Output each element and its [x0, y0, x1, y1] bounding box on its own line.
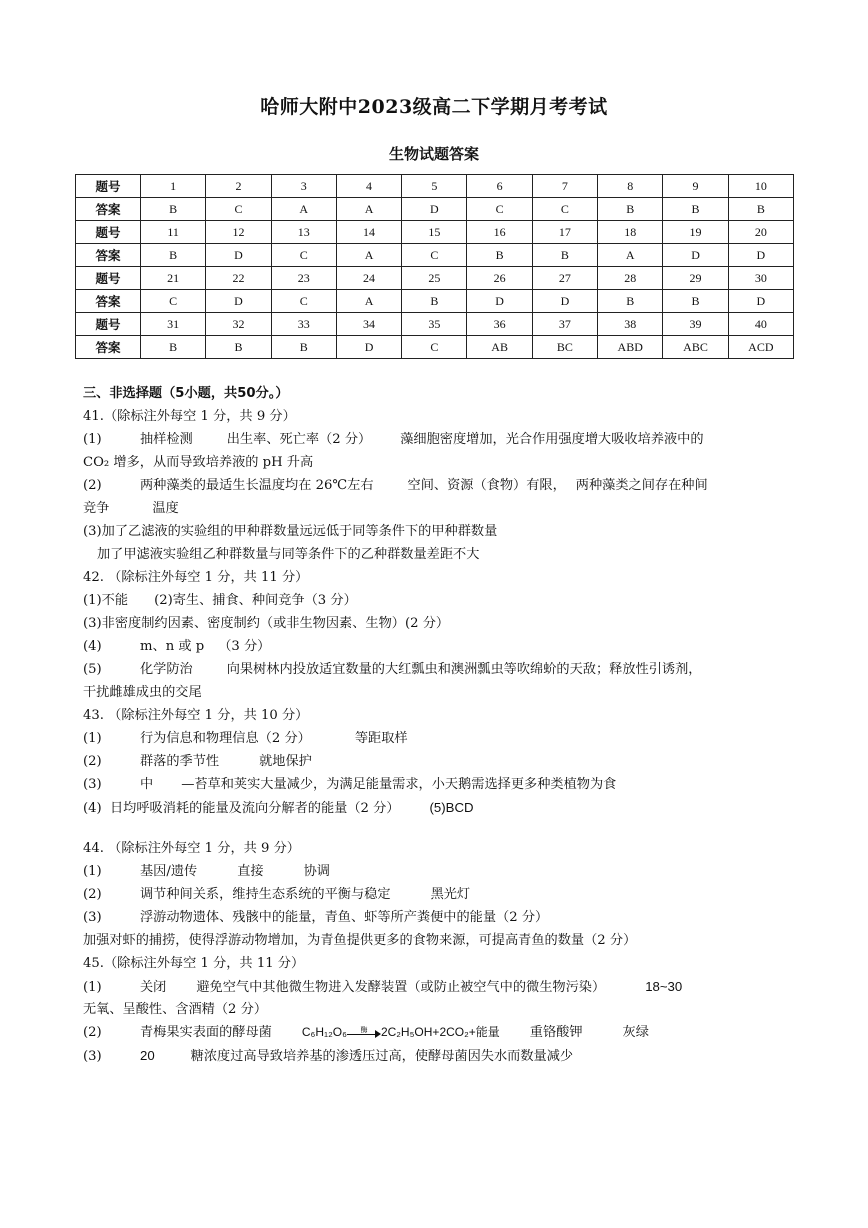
question-number-cell: 26: [467, 267, 532, 290]
answer-cell: A: [336, 198, 401, 221]
question-number-row: [76, 267, 794, 290]
question-number-cell: 20: [728, 221, 793, 244]
q44-header: 44. （除标注外每空 1 分，共 9 分）: [83, 841, 300, 856]
answer-cell: B: [532, 244, 597, 267]
question-number-row: [76, 221, 794, 244]
question-number-cell: 40: [728, 313, 793, 336]
page-subtitle: 生物试题答案: [388, 145, 479, 163]
answer-cell: B: [728, 198, 793, 221]
answer-cell: D: [206, 244, 271, 267]
answer-cell: ACD: [728, 336, 793, 359]
question-number-cell: 31: [141, 313, 206, 336]
q44-part1: (1) 基因/遗传 直接 协调: [83, 864, 330, 879]
question-number-cell: 12: [206, 221, 271, 244]
question-number-cell: 17: [532, 221, 597, 244]
answer-row: [76, 244, 794, 267]
answer-cell: C: [402, 244, 467, 267]
answer-cell: B: [271, 336, 336, 359]
q42-part3: (3)非密度制约因素、密度制约（或非生物因素、生物）(2 分）: [83, 616, 450, 631]
question-number-cell: 7: [532, 175, 597, 198]
q44-part2: (2) 调节种间关系，维持生态系统的平衡与稳定 黑光灯: [83, 887, 471, 902]
answer-cell: C: [467, 198, 532, 221]
answer-cell: A: [598, 244, 663, 267]
question-number-cell: 3: [271, 175, 336, 198]
question-number-cell: 11: [141, 221, 206, 244]
question-number-cell: 8: [598, 175, 663, 198]
question-label-cell: 题号: [76, 267, 141, 290]
answer-row: [76, 290, 794, 313]
section-header: 三、非选择题（5小题，共50分。）: [83, 386, 289, 401]
answer-label-cell: 答案: [76, 290, 141, 313]
q41-part2-cont: 竞争 温度: [83, 501, 179, 516]
answer-cell: A: [336, 244, 401, 267]
q43-part1: (1) 行为信息和物理信息（2 分） 等距取样: [83, 731, 408, 746]
q43-part3: (3) 中 —苔草和荚实大量减少，为满足能量需求，小天鹅需选择更多种类植物为食: [83, 777, 617, 792]
q42-part5: (5) 化学防治 向果树林内投放适宜数量的大红瓢虫和澳洲瓢虫等吹绵蚧的天敌；释放性引诱剂，: [83, 662, 702, 677]
question-label-cell: 题号: [76, 175, 141, 198]
reaction-arrow-icon: 酶: [347, 1028, 381, 1038]
question-number-cell: 14: [336, 221, 401, 244]
answer-cell: D: [728, 290, 793, 313]
question-number-cell: 38: [598, 313, 663, 336]
answer-cell: D: [663, 244, 728, 267]
question-number-cell: 13: [271, 221, 336, 244]
question-number-cell: 9: [663, 175, 728, 198]
answer-cell: ABD: [598, 336, 663, 359]
question-number-row: [76, 313, 794, 336]
answer-cell: B: [141, 336, 206, 359]
answer-cell: B: [141, 198, 206, 221]
q42-part4: (4) m、n 或 p （3 分）: [83, 639, 271, 654]
question-number-cell: 33: [271, 313, 336, 336]
answer-cell: C: [206, 198, 271, 221]
answer-label-cell: 答案: [76, 244, 141, 267]
answer-cell: B: [402, 290, 467, 313]
answer-cell: D: [532, 290, 597, 313]
q41-part1-cont: CO₂ 增多，从而导致培养液的 pH 升高: [83, 455, 314, 470]
question-number-cell: 37: [532, 313, 597, 336]
question-number-cell: 21: [141, 267, 206, 290]
question-number-cell: 6: [467, 175, 532, 198]
answer-cell: B: [467, 244, 532, 267]
question-number-cell: 29: [663, 267, 728, 290]
question-number-cell: 5: [402, 175, 467, 198]
answer-cell: D: [206, 290, 271, 313]
answer-cell: C: [271, 244, 336, 267]
answer-cell: ABC: [663, 336, 728, 359]
question-number-cell: 22: [206, 267, 271, 290]
answer-cell: C: [532, 198, 597, 221]
answer-cell: D: [336, 336, 401, 359]
answer-table: [75, 174, 794, 359]
question-number-cell: 25: [402, 267, 467, 290]
answer-cell: D: [728, 244, 793, 267]
answer-cell: C: [402, 336, 467, 359]
question-number-cell: 2: [206, 175, 271, 198]
page-title: 哈师大附中2023级高二下学期月考考试: [260, 96, 608, 118]
q45-part1-cont: 无氧、呈酸性、含酒精（2 分）: [83, 1002, 268, 1017]
q45-header: 45.（除标注外每空 1 分，共 11 分）: [83, 956, 305, 971]
question-number-row: [76, 175, 794, 198]
answer-cell: B: [598, 198, 663, 221]
answer-cell: D: [402, 198, 467, 221]
q44-part3: (3) 浮游动物遗体、残骸中的能量，青鱼、虾等所产粪便中的能量（2 分）: [83, 910, 549, 925]
question-number-cell: 28: [598, 267, 663, 290]
q45-part3: (3) 20 糖浓度过高导致培养基的渗透压过高，使酵母菌因失水而数量减少: [83, 1048, 574, 1064]
question-label-cell: 题号: [76, 313, 141, 336]
question-number-cell: 35: [402, 313, 467, 336]
q41-part3: (3)加了乙滤液的实验组的甲种群数量远远低于同等条件下的甲种群数量: [83, 524, 498, 539]
answer-label-cell: 答案: [76, 198, 141, 221]
question-number-cell: 27: [532, 267, 597, 290]
q42-part5-cont: 干扰雌雄成虫的交尾: [83, 685, 202, 700]
answer-cell: B: [663, 290, 728, 313]
question-number-cell: 19: [663, 221, 728, 244]
answer-label-cell: 答案: [76, 336, 141, 359]
q42-header: 42. （除标注外每空 1 分，共 11 分）: [83, 570, 309, 585]
q43-part2: (2) 群落的季节性 就地保护: [83, 754, 312, 769]
answer-row: [76, 198, 794, 221]
answer-cell: C: [141, 290, 206, 313]
answer-cell: AB: [467, 336, 532, 359]
q41-part1: (1) 抽样检测 出生率、死亡率（2 分） 藻细胞密度增加，光合作用强度增大吸收培养液中的: [83, 432, 704, 447]
q43-part4-5: (4) 日均呼吸消耗的能量及流向分解者的能量（2 分） (5)BCD: [83, 800, 474, 816]
answer-cell: B: [598, 290, 663, 313]
q41-part2: (2) 两种藻类的最适生长温度均在 26℃左右 空间、资源（食物）有限， 两种藻类之间存在种间: [83, 478, 708, 493]
q41-header: 41.（除标注外每空 1 分，共 9 分）: [83, 409, 296, 424]
question-number-cell: 24: [336, 267, 401, 290]
answer-row: [76, 336, 794, 359]
question-number-cell: 30: [728, 267, 793, 290]
question-number-cell: 36: [467, 313, 532, 336]
question-number-cell: 34: [336, 313, 401, 336]
q45-part1: (1) 关闭 避免空气中其他微生物进入发酵装置（或防止被空气中的微生物污染） 18~30: [83, 979, 683, 995]
question-label-cell: 题号: [76, 221, 141, 244]
question-number-cell: 16: [467, 221, 532, 244]
answer-cell: A: [336, 290, 401, 313]
question-number-cell: 10: [728, 175, 793, 198]
question-number-cell: 39: [663, 313, 728, 336]
question-number-cell: 15: [402, 221, 467, 244]
question-number-cell: 32: [206, 313, 271, 336]
q42-part1-2: (1)不能 (2)寄生、捕食、种间竞争（3 分）: [83, 593, 357, 608]
answer-cell: BC: [532, 336, 597, 359]
question-number-cell: 18: [598, 221, 663, 244]
answer-cell: C: [271, 290, 336, 313]
question-number-cell: 1: [141, 175, 206, 198]
question-number-cell: 23: [271, 267, 336, 290]
answer-cell: A: [271, 198, 336, 221]
answer-cell: D: [467, 290, 532, 313]
q45-part2: (2) 青梅果实表面的酵母菌 C₆H₁₂O₆ 酶 2C₂H₅OH+2CO₂+能量 重铬酸钾 灰绿: [83, 1025, 649, 1040]
q41-part3-cont: 加了甲滤液实验组乙种群数量与同等条件下的乙种群数量差距不大: [97, 547, 480, 562]
answer-cell: B: [663, 198, 728, 221]
answer-cell: B: [141, 244, 206, 267]
question-number-cell: 4: [336, 175, 401, 198]
answer-cell: B: [206, 336, 271, 359]
q43-header: 43. （除标注外每空 1 分，共 10 分）: [83, 708, 309, 723]
q44-part3-cont: 加强对虾的捕捞，使得浮游动物增加，为青鱼提供更多的食物来源，可提高青鱼的数量（2 分）: [83, 933, 637, 948]
non-choice-section: [83, 382, 793, 1067]
